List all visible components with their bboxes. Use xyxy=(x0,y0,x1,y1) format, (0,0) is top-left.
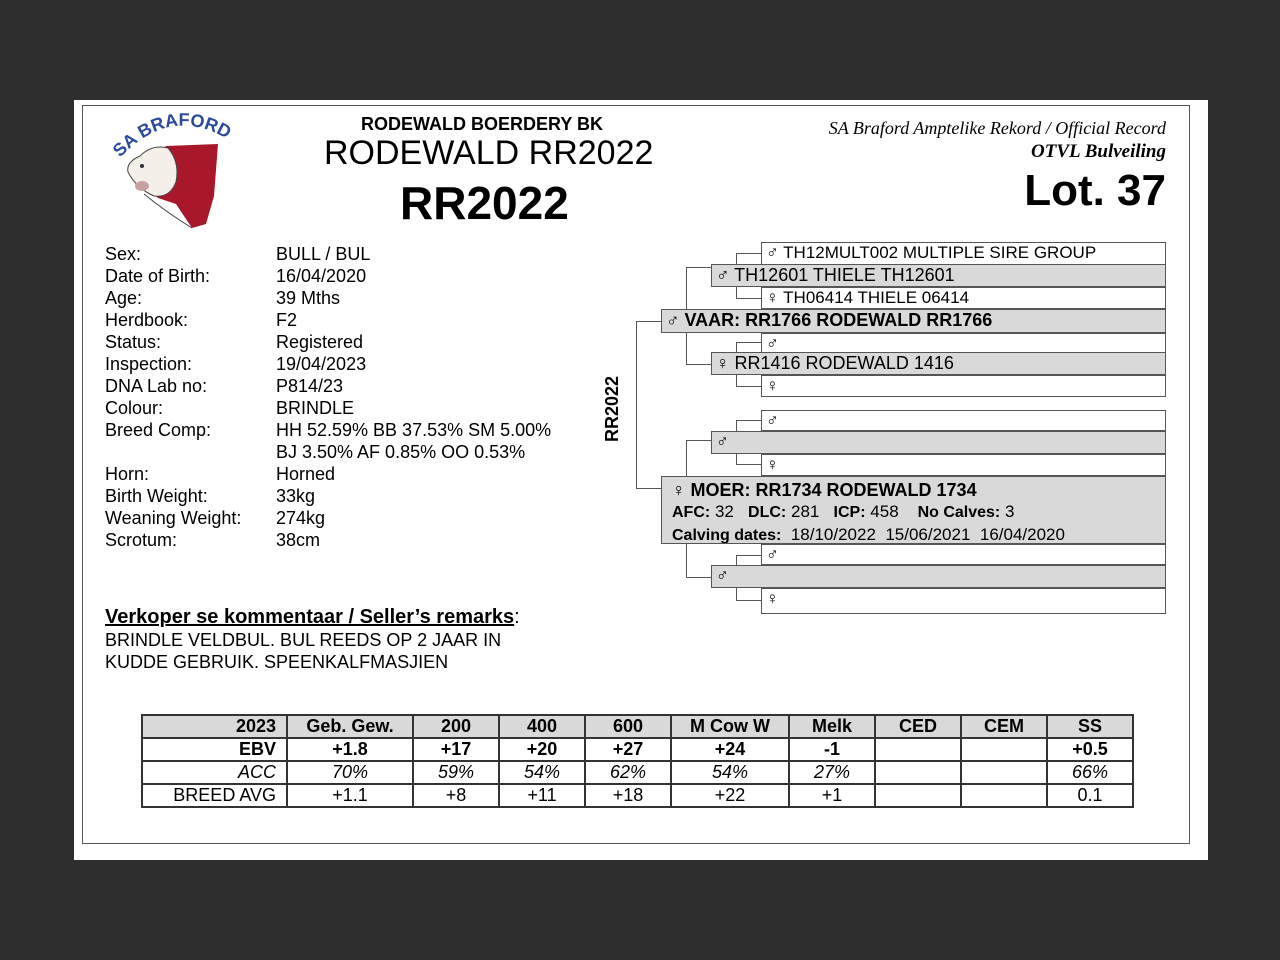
table-cell: +20 xyxy=(499,738,585,761)
detail-row xyxy=(105,485,566,507)
table-cell: +24 xyxy=(671,738,789,761)
table-cell: -1 xyxy=(789,738,875,761)
detail-value: 33kg xyxy=(276,486,316,506)
detail-label: Colour: xyxy=(105,398,164,418)
detail-value: HH 52.59% BB 37.53% SM 5.00% BJ 3.50% AF 0.85% OO 0.53% xyxy=(276,420,552,462)
afc-label: AFC: xyxy=(672,504,711,521)
detail-label: Age: xyxy=(105,288,143,308)
table-header-cell: 2023 xyxy=(142,715,287,738)
detail-value: BULL / BUL xyxy=(276,244,371,264)
detail-value: Registered xyxy=(276,332,364,352)
table-cell: 66% xyxy=(1047,761,1133,784)
record-page xyxy=(74,100,1208,860)
table-cell: 0.1 xyxy=(1047,784,1133,807)
detail-label: Sex: xyxy=(105,244,142,264)
detail-value: P814/23 xyxy=(276,376,344,396)
table-cell: 62% xyxy=(585,761,671,784)
table-header-cell: CEM xyxy=(961,715,1047,738)
table-cell: 27% xyxy=(789,761,875,784)
record-title: SA Braford Amptelike Rekord / Official Record xyxy=(828,118,1166,138)
detail-value: Horned xyxy=(276,464,336,484)
animal-id: RR2022 xyxy=(400,177,569,229)
table-row xyxy=(142,738,1133,761)
ebv-table xyxy=(141,714,1134,808)
pedigree-dam-dam-sire: ♂ xyxy=(761,544,1166,565)
table-cell: +1.1 xyxy=(287,784,413,807)
table-cell: BREED AVG xyxy=(142,784,287,807)
table-header-cell: Geb. Gew. xyxy=(287,715,413,738)
table-header-cell: CED xyxy=(875,715,961,738)
detail-row xyxy=(105,331,566,353)
pedigree-dam-sire: ♂ xyxy=(711,431,1166,454)
detail-label: Birth Weight: xyxy=(105,486,208,506)
detail-row xyxy=(105,397,566,419)
dlc-value: 281 xyxy=(791,502,820,521)
detail-value: 19/04/2023 xyxy=(276,354,367,374)
table-cell: +1.8 xyxy=(287,738,413,761)
pedigree-sire-dam: ♀ RR1416 RODEWALD 1416 xyxy=(711,352,1166,375)
detail-row xyxy=(105,243,566,265)
table-cell: EBV xyxy=(142,738,287,761)
detail-value: 16/04/2020 xyxy=(276,266,367,286)
detail-row xyxy=(105,529,566,551)
detail-value: BRINDLE xyxy=(276,398,355,418)
detail-label: Status: xyxy=(105,332,162,352)
animal-details xyxy=(105,243,566,551)
detail-row xyxy=(105,463,566,485)
detail-label: Scrotum: xyxy=(105,530,178,550)
table-cell: +11 xyxy=(499,784,585,807)
table-header-cell: Melk xyxy=(789,715,875,738)
table-cell: +0.5 xyxy=(1047,738,1133,761)
remarks-colon: : xyxy=(514,606,520,628)
detail-row xyxy=(105,375,566,397)
pedigree-dam-dam-dam: ♀ xyxy=(761,588,1166,614)
detail-row xyxy=(105,287,566,309)
logo-text: SA BRAFORD xyxy=(108,109,235,161)
table-header-cell: M Cow W xyxy=(671,715,789,738)
remarks-heading xyxy=(105,606,520,629)
pedigree-sire-sire-dam: ♀ TH06414 THIELE 06414 xyxy=(761,287,1166,309)
table-cell: ACC xyxy=(142,761,287,784)
detail-label: Herdbook: xyxy=(105,310,189,330)
table-cell: 54% xyxy=(499,761,585,784)
table-header-cell: 600 xyxy=(585,715,671,738)
icp-label: ICP: xyxy=(833,504,866,521)
dlc-label: DLC: xyxy=(748,504,787,521)
detail-value: 39 Mths xyxy=(276,288,341,308)
detail-label: DNA Lab no: xyxy=(105,376,208,396)
detail-row xyxy=(105,265,566,287)
detail-value: 274kg xyxy=(276,508,326,528)
table-row xyxy=(142,784,1133,807)
table-cell xyxy=(875,738,961,761)
table-cell xyxy=(961,784,1047,807)
detail-row xyxy=(105,507,566,529)
detail-value: F2 xyxy=(276,310,298,330)
pedigree-dam-dam: ♂ xyxy=(711,565,1166,588)
pedigree-sire-dam-sire: ♂ xyxy=(761,333,1166,353)
dam-name: ♀ MOER: RR1734 RODEWALD 1734 xyxy=(672,480,977,500)
animal-name: RODEWALD RR2022 xyxy=(324,134,654,172)
pedigree-dam-sire-dam: ♀ xyxy=(761,454,1166,476)
remarks-title: Verkoper se kommentaar / Seller’s remarks xyxy=(105,606,515,628)
calving-label: Calving dates: xyxy=(672,527,782,544)
breeder-name: RODEWALD BOERDERY BK xyxy=(361,114,604,134)
calving-values: 18/10/2022 15/06/2021 16/04/2020 xyxy=(790,525,1065,544)
calves-value: 3 xyxy=(1005,502,1015,521)
sale-name: OTVL Bulveiling xyxy=(1031,141,1166,162)
afc-value: 32 xyxy=(714,502,734,521)
lot-number: Lot. 37 xyxy=(1024,166,1166,215)
pedigree-sire-dam-dam: ♀ xyxy=(761,375,1166,397)
table-cell xyxy=(961,738,1047,761)
table-cell: +22 xyxy=(671,784,789,807)
table-row xyxy=(142,761,1133,784)
detail-label: Breed Comp: xyxy=(105,420,212,440)
table-header-cell: 400 xyxy=(499,715,585,738)
detail-row xyxy=(105,419,566,463)
table-cell: +27 xyxy=(585,738,671,761)
table-cell: +1 xyxy=(789,784,875,807)
pedigree-sire-sire: ♂ TH12601 THIELE TH12601 xyxy=(711,264,1166,287)
pedigree-sire: ♂ VAAR: RR1766 RODEWALD RR1766 xyxy=(661,309,1166,333)
detail-value: 38cm xyxy=(276,530,321,550)
table-cell xyxy=(875,761,961,784)
calves-label: No Calves: xyxy=(917,504,1001,521)
table-header-row xyxy=(142,715,1133,738)
table-cell: +18 xyxy=(585,784,671,807)
table-cell xyxy=(961,761,1047,784)
detail-row xyxy=(105,309,566,331)
detail-row xyxy=(105,353,566,375)
table-cell: +17 xyxy=(413,738,499,761)
pedigree-animal-label: RR2022 xyxy=(602,375,622,442)
table-cell: 54% xyxy=(671,761,789,784)
pedigree-dam-sire-sire: ♂ xyxy=(761,410,1166,431)
detail-label: Inspection: xyxy=(105,354,193,374)
table-cell xyxy=(875,784,961,807)
detail-label: Date of Birth: xyxy=(105,266,211,286)
detail-label: Horn: xyxy=(105,464,150,484)
table-header-cell: 200 xyxy=(413,715,499,738)
table-cell: 70% xyxy=(287,761,413,784)
icp-value: 458 xyxy=(870,502,899,521)
table-cell: +8 xyxy=(413,784,499,807)
pedigree-sire-sire-sire: ♂ TH12MULT002 MULTIPLE SIRE GROUP xyxy=(761,242,1166,265)
table-cell: 59% xyxy=(413,761,499,784)
remarks-text: BRINDLE VELDBUL. BUL REEDS OP 2 JAAR IN KUDDE GEBRUIK. SPEENKALFMASJIEN xyxy=(105,630,502,672)
sa-braford-logo xyxy=(106,106,246,234)
table-header-cell: SS xyxy=(1047,715,1133,738)
detail-label: Weaning Weight: xyxy=(105,508,242,528)
